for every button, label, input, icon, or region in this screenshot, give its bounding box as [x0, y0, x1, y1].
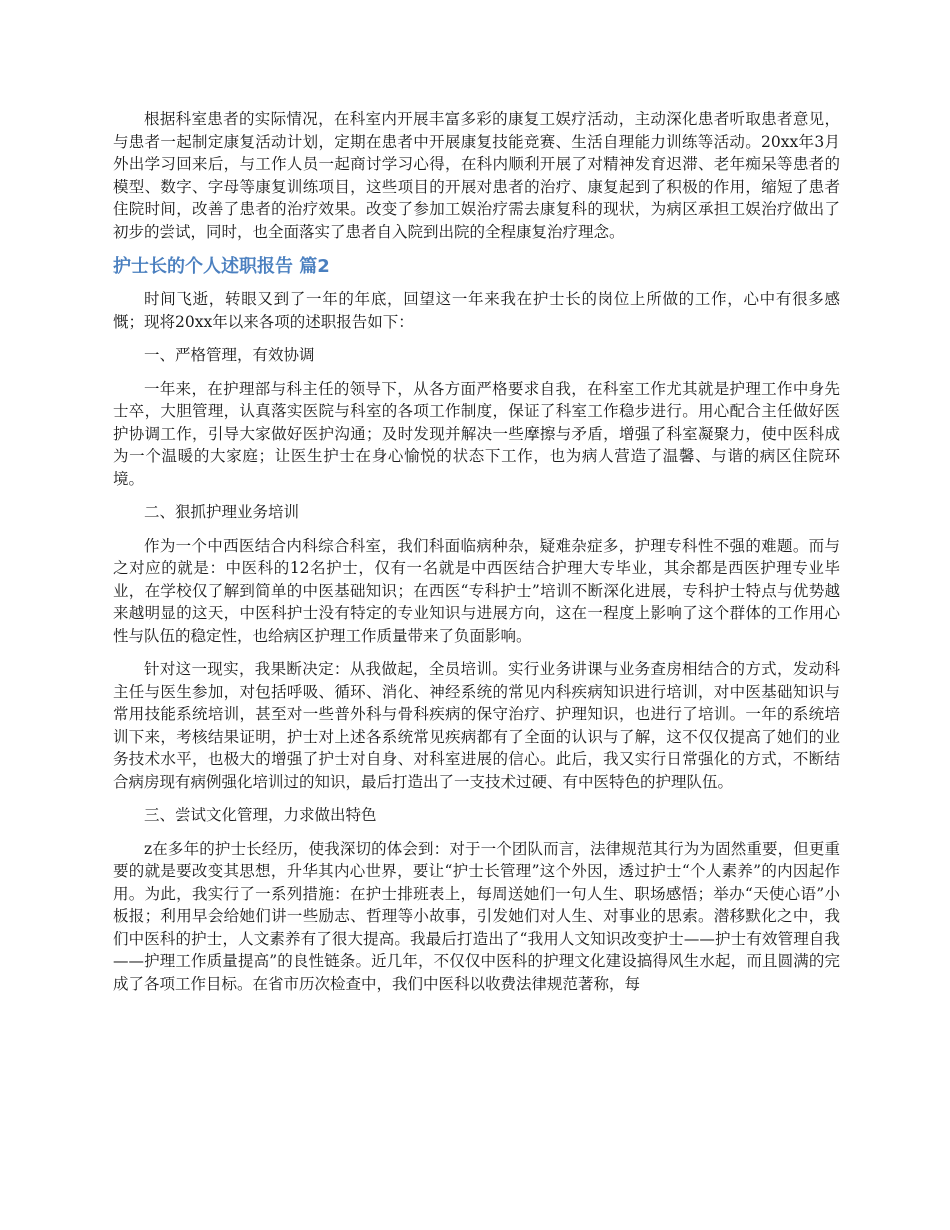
document-body: [113, 108, 840, 1006]
paragraph-training-problem: 作为一个中西医结合内科综合科室，我们科面临病种杂，疑难杂症多，护理专科性不强的难题。而与之对应的就是：中医科的12名护士，仅有一名就是中西医结合护理大专毕业，其余都是西医护理专业毕业，在学校仅了解到简单的中医基础知识；在西医“专科护士”培训不断深化进展，专科护士特点与优势越来越明显的这天，中医科护士没有特定的专业知识与进展方向，这在一程度上影响了这个群体的工作用心性与队伍的稳定性，也给病区护理工作质量带来了负面影响。: [113, 536, 840, 645]
paragraph-culture: z在多年的护士长经历，使我深切的体会到：对于一个团队而言，法律规范其行为为固然重要，但更重要的就是要改变其思想，升华其内心世界，要让“护士长管理”这个外因，透过护士“个人素养”的内因起作用。为此，我实行了一系列措施：在护士排班表上，每周送她们一句人生、职场感悟；举办“天使心语”小板报；利用早会给她们讲一些励志、哲理等小故事，引发她们对人生、对事业的思索。潜移默化之中，我们中医科的护士，人文素养有了很大提高。我最后打造出了“我用人文知识改变护士——护士有效管理自我——护理工作质量提高”的良性链条。近几年，不仅仅中医科的护理文化建设搞得风生水起，而且圆满的完成了各项工作目标。在省市历次检查中，我们中医科以收费法律规范著称，每: [113, 839, 840, 993]
paragraph-training-action: 针对这一现实，我果断决定：从我做起，全员培训。实行业务讲课与业务查房相结合的方式，发动科主任与医生参加，对包括呼吸、循环、消化、神经系统的常见内科疾病知识进行培训，对中医基础知识与常用技能系统培训，甚至对一些普外科与骨科疾病的保守治疗、护理知识，也进行了培训。一年的系统培训下来，考核结果证明，护士对上述各系统常见疾病都有了全面的认识与了解，这不仅仅提高了她们的业务技术水平，也极大的增强了护士对自身、对科室进展的信心。此后，我又实行日常强化的方式，不断结合病房现有病例强化培训过的知识，最后打造出了一支技术过硬、有中医特色的护理队伍。: [113, 660, 840, 791]
intro-paragraph: 根据科室患者的实际情况，在科室内开展丰富多彩的康复工娱疗活动，主动深化患者听取患者意见，与患者一起制定康复活动计划，定期在患者中开展康复技能竞赛、生活自理能力训练等活动。20xx年3月外出学习回来后，与工作人员一起商讨学习心得，在科内顺利开展了对精神发育迟滞、老年痴呆等患者的模型、数字、字母等康复训练项目，这些项目的开展对患者的治疗、康复起到了积极的作用，缩短了患者住院时间，改善了患者的治疗效果。改变了参加工娱治疗需去康复科的现状，为病区承担工娱治疗做出了初步的尝试，同时，也全面落实了患者自入院到出院的全程康复治疗理念。: [113, 110, 840, 241]
paragraph-opening: 时间飞逝，转眼又到了一年的年底，回望这一年来我在护士长的岗位上所做的工作，心中有很多感慨；现将20xx年以来各项的述职报告如下：: [113, 290, 840, 331]
subheading-1: 一、严格管理，有效协调: [144, 346, 315, 364]
section-title: 护士长的个人述职报告 篇2: [113, 256, 330, 277]
paragraph-management: 一年来，在护理部与科主任的领导下，从各方面严格要求自我，在科室工作尤其就是护理工作中身先士卒，大胆管理，认真落实医院与科室的各项工作制度，保证了科室工作稳步进行。用心配合主任做好医护协调工作，引导大家做好医护沟通；及时发现并解决一些摩擦与矛盾，增强了科室凝聚力，使中医科成为一个温暖的大家庭；让医生护士在身心愉悦的状态下工作，也为病人营造了温馨、与谐的病区住院环境。: [113, 379, 840, 488]
subheading-2: 二、狠抓护理业务培训: [144, 503, 300, 521]
subheading-3: 三、尝试文化管理，力求做出特色: [144, 806, 377, 824]
